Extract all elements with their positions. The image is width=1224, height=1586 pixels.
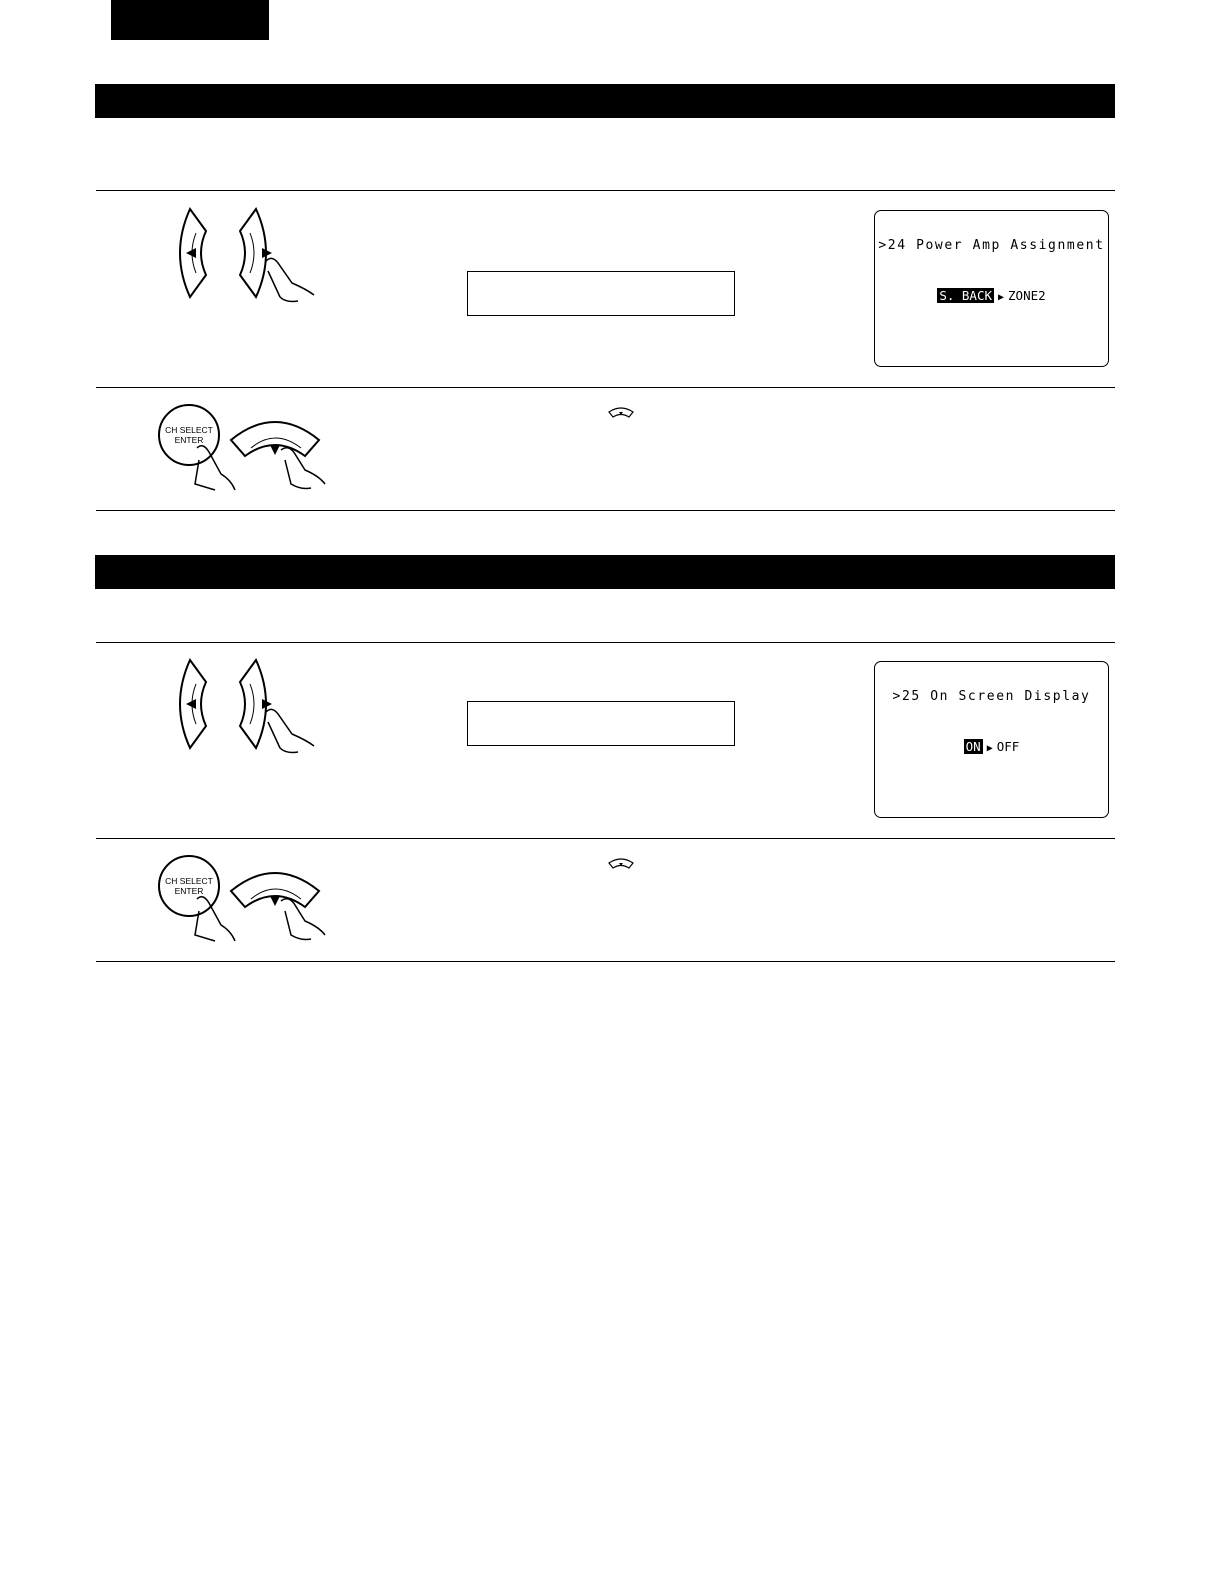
down-cursor-button-icon (607, 406, 635, 420)
enter-label: ENTER (174, 886, 204, 896)
divider (96, 642, 1115, 643)
osd-alternate-option: OFF (996, 739, 1020, 754)
divider (96, 961, 1115, 962)
left-right-cursor-buttons-icon (168, 205, 328, 305)
ch-select-enter-and-down-cursor-icon (155, 851, 335, 951)
section-header-bar-1 (95, 84, 1115, 118)
osd-selected-option: ON (965, 739, 981, 754)
right-triangle-icon: ▶ (986, 743, 993, 754)
divider (96, 387, 1115, 388)
down-cursor-button-icon (607, 857, 635, 871)
osd-alternate-option: ZONE2 (1008, 288, 1046, 303)
osd-option-row (875, 288, 1108, 303)
left-right-cursor-buttons-icon (168, 656, 328, 756)
front-panel-display (467, 701, 735, 746)
language-tab (111, 0, 269, 40)
on-screen-display-panel (874, 661, 1109, 818)
osd-option-row (875, 739, 1108, 754)
osd-selected-option: S. BACK (939, 288, 992, 303)
front-panel-display (467, 271, 735, 316)
osd-title: >25 On Screen Display (892, 689, 1091, 704)
ch-select-enter-and-down-cursor-icon (155, 400, 335, 500)
right-triangle-icon: ▶ (998, 292, 1005, 303)
divider (96, 510, 1115, 511)
divider (96, 838, 1115, 839)
osd-title: >24 Power Amp Assignment (878, 238, 1105, 253)
ch-select-label: CH SELECT (165, 876, 213, 886)
divider (96, 190, 1115, 191)
ch-select-label: CH SELECT (165, 425, 213, 435)
enter-label: ENTER (174, 435, 204, 445)
on-screen-display-panel (874, 210, 1109, 367)
section-header-bar-2 (95, 555, 1115, 589)
